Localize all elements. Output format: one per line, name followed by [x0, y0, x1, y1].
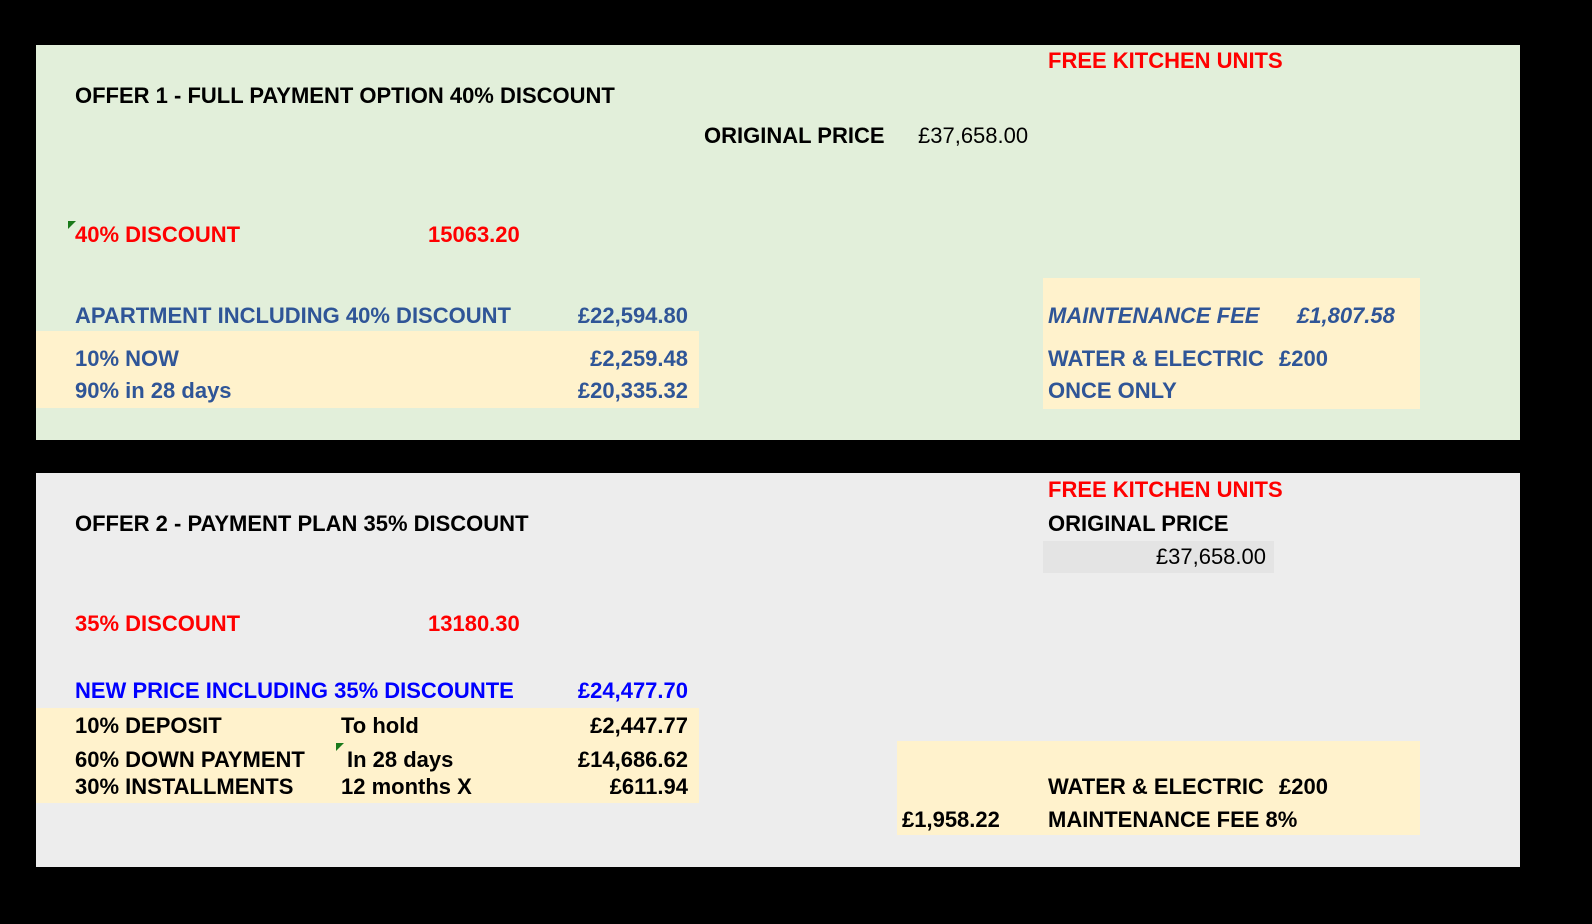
offer1-discount-label: 40% DISCOUNT — [75, 222, 241, 247]
offer2-install-label: 30% INSTALLMENTS — [75, 774, 294, 799]
offer1-panel-edge — [1520, 118, 1526, 408]
offer1-free-kitchen: FREE KITCHEN UNITS — [1048, 48, 1283, 73]
offer2-deposit-value: £2,447.77 — [590, 713, 688, 738]
offer2-original-price-label: ORIGINAL PRICE — [1048, 511, 1229, 536]
offer1-apartment-value: £22,594.80 — [577, 303, 688, 328]
offer2-down-value: £14,686.62 — [577, 747, 688, 772]
offer1-maintenance-value: £1,807.58 — [1297, 303, 1395, 328]
offer1-once-only: ONCE ONLY — [1048, 378, 1177, 403]
offer1-now-label: 10% NOW — [75, 346, 179, 371]
offer1-later-value: £20,335.32 — [577, 378, 688, 403]
offer2-install-value: £611.94 — [609, 774, 688, 799]
offer2-maintenance-label: MAINTENANCE FEE 8% — [1048, 807, 1298, 832]
offer1-water-label: WATER & ELECTRIC — [1048, 346, 1264, 371]
offer2-down-note: In 28 days — [347, 747, 454, 772]
offer2-install-note: 12 months X — [341, 774, 472, 799]
offer2-discount-label: 35% DISCOUNT — [75, 611, 241, 636]
offer2-down-label: 60% DOWN PAYMENT — [75, 747, 305, 772]
comment-marker-icon — [336, 743, 344, 751]
offer1-water-value: £200 — [1279, 346, 1328, 371]
offer1-title: OFFER 1 - FULL PAYMENT OPTION 40% DISCOUNT — [75, 83, 615, 108]
offer1-later-label: 90% in 28 days — [75, 378, 232, 403]
offer2-water-value: £200 — [1279, 774, 1328, 799]
offer1-apartment-label: APARTMENT INCLUDING 40% DISCOUNT — [75, 303, 511, 328]
offer2-deposit-note: To hold — [341, 713, 419, 738]
offer2-new-price-value: £24,477.70 — [577, 678, 688, 703]
offer2-deposit-label: 10% DEPOSIT — [75, 713, 222, 738]
offer1-maintenance-label: MAINTENANCE FEE — [1048, 303, 1260, 328]
offer2-title: OFFER 2 - PAYMENT PLAN 35% DISCOUNT — [75, 511, 529, 536]
offer2-water-label: WATER & ELECTRIC — [1048, 774, 1264, 799]
offer1-now-value: £2,259.48 — [590, 346, 688, 371]
offer2-panel-edge — [1520, 548, 1526, 834]
offer2-free-kitchen: FREE KITCHEN UNITS — [1048, 477, 1283, 502]
offer2-maintenance-value: £1,958.22 — [902, 807, 1000, 832]
offer1-discount-value: 15063.20 — [428, 222, 520, 247]
offer1-original-price-label: ORIGINAL PRICE — [704, 123, 885, 148]
offer2-original-price-value: £37,658.00 — [1155, 544, 1266, 569]
offer2-new-price-label: NEW PRICE INCLUDING 35% DISCOUNTE — [75, 680, 514, 702]
offer2-discount-value: 13180.30 — [428, 611, 520, 636]
offer1-original-price-value: £37,658.00 — [918, 123, 1029, 148]
